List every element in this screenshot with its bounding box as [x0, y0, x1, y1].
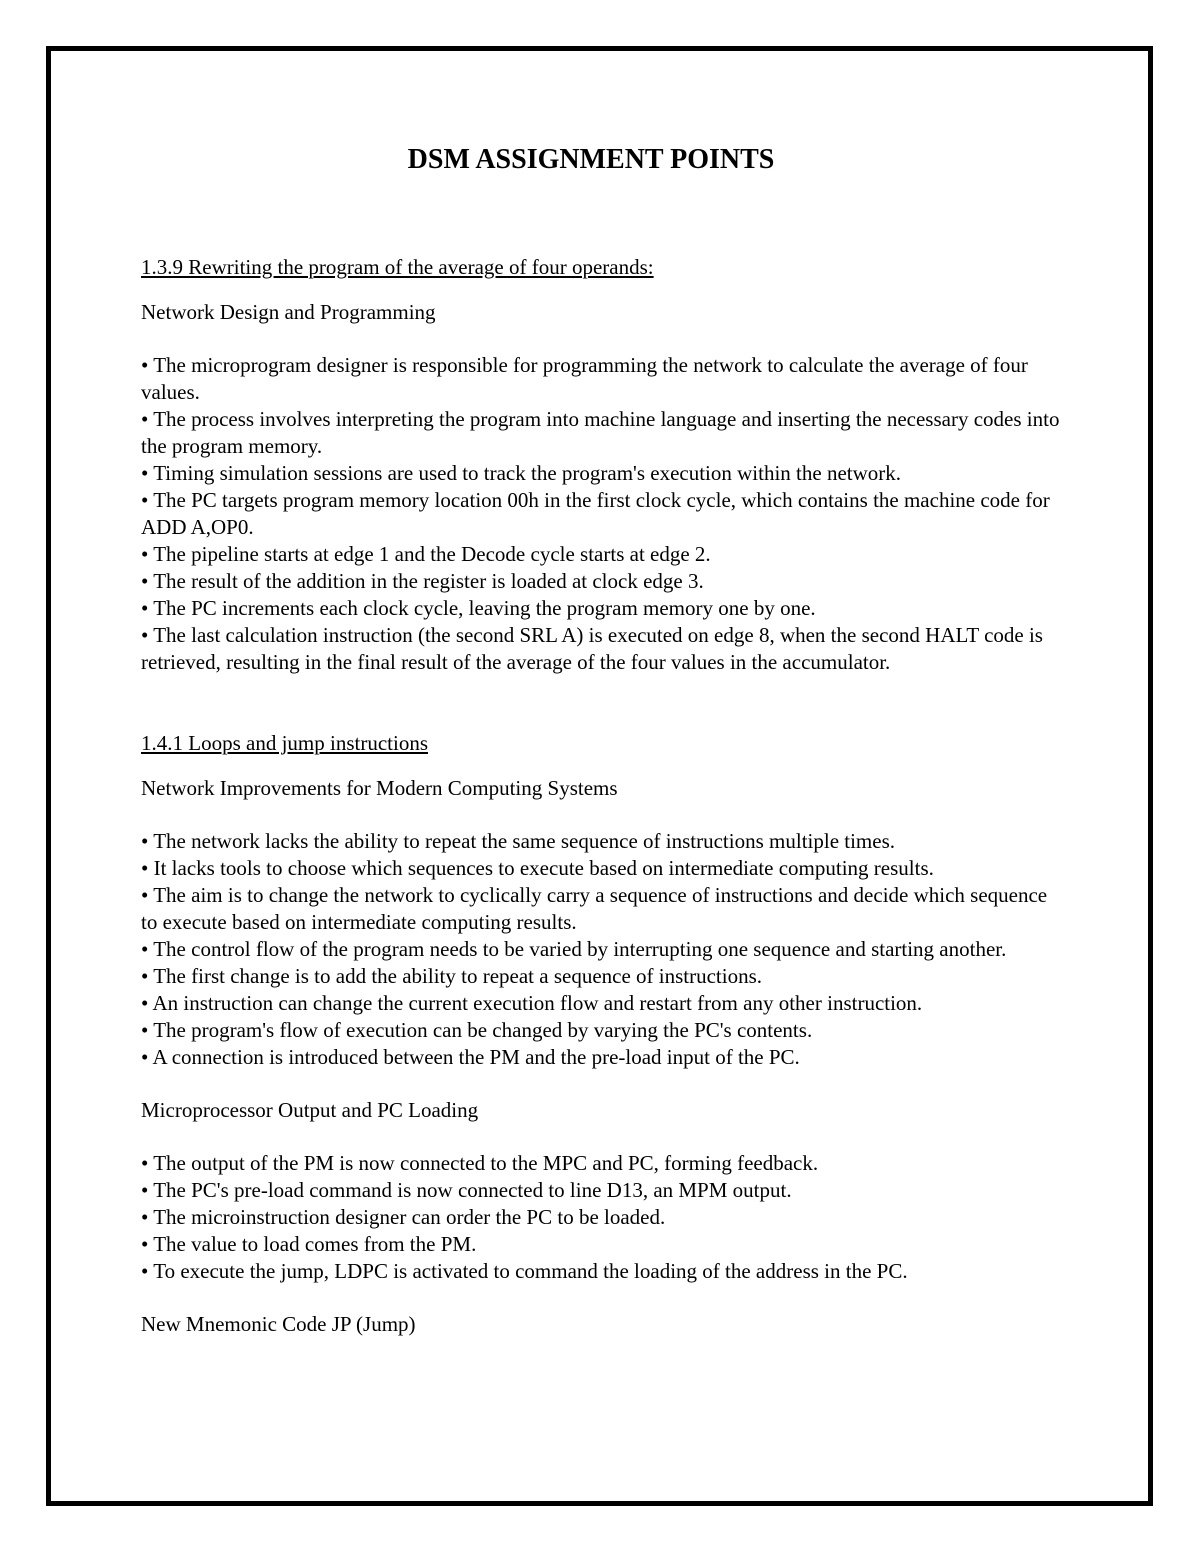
list-item: • The network lacks the ability to repeat the same sequence of instructions multiple times. [141, 829, 896, 853]
list-item: • The first change is to add the ability to repeat a sequence of instructions. [141, 964, 763, 988]
list-item: • The PC targets program memory location 00h in the first clock cycle, which contains the machine code for ADD A,OP0. [141, 488, 1050, 539]
list-item: • The microprogram designer is responsible for programming the network to calculate the average of four values. [141, 353, 1028, 404]
bullet-list-network-improvements [141, 828, 1061, 1071]
list-item: • A connection is introduced between the PM and the pre-load input of the PC. [141, 1045, 800, 1069]
section-heading-1-3-9: 1.3.9 Rewriting the program of the average of four operands: [141, 255, 654, 279]
list-item: • The value to load comes from the PM. [141, 1232, 477, 1256]
list-item: • The output of the PM is now connected to the MPC and PC, forming feedback. [141, 1151, 819, 1175]
list-item: • The PC's pre-load command is now connected to line D13, an MPM output. [141, 1178, 792, 1202]
list-item: • The program's flow of execution can be changed by varying the PC's contents. [141, 1018, 813, 1042]
section-spacer [141, 676, 1061, 730]
subsection-spacer [141, 1285, 1061, 1311]
bullet-list-microprocessor-output [141, 1150, 1061, 1285]
list-item: • It lacks tools to choose which sequences to execute based on intermediate computing results. [141, 856, 934, 880]
list-item: • An instruction can change the current execution flow and restart from any other instruction. [141, 991, 923, 1015]
subsection-spacer [141, 1071, 1061, 1097]
list-item: • The pipeline starts at edge 1 and the Decode cycle starts at edge 2. [141, 542, 711, 566]
list-item: • To execute the jump, LDPC is activated to command the loading of the address in the PC. [141, 1259, 908, 1283]
subsection-title-microprocessor-output: Microprocessor Output and PC Loading [141, 1098, 479, 1122]
list-item: • The last calculation instruction (the second SRL A) is executed on edge 8, when the second HALT code is retrieved, resulting in the final result of the average of the four values in the accumulator. [141, 623, 1043, 674]
list-item: • The microinstruction designer can order the PC to be loaded. [141, 1205, 666, 1229]
list-item: • The process involves interpreting the program into machine language and inserting the necessary codes into the program memory. [141, 407, 1060, 458]
document-title: DSM ASSIGNMENT POINTS [407, 144, 775, 175]
list-item: • The result of the addition in the register is loaded at clock edge 3. [141, 569, 704, 593]
document-body [141, 140, 1061, 1364]
subsection-title-network-design: Network Design and Programming [141, 300, 436, 324]
list-item: • The PC increments each clock cycle, leaving the program memory one by one. [141, 596, 816, 620]
section-heading-1-4-1: 1.4.1 Loops and jump instructions [141, 731, 428, 755]
subsection-title-jump-mnemonic: New Mnemonic Code JP (Jump) [141, 1312, 416, 1336]
bullet-list-network-design [141, 352, 1061, 676]
subsection-title-network-improvements: Network Improvements for Modern Computing Systems [141, 776, 618, 800]
list-item: • The aim is to change the network to cyclically carry a sequence of instructions and decide which sequence to execute based on intermediate computing results. [141, 883, 1048, 934]
list-item: • The control flow of the program needs to be varied by interrupting one sequence and starting another. [141, 937, 1007, 961]
list-item: • Timing simulation sessions are used to track the program's execution within the network. [141, 461, 902, 485]
